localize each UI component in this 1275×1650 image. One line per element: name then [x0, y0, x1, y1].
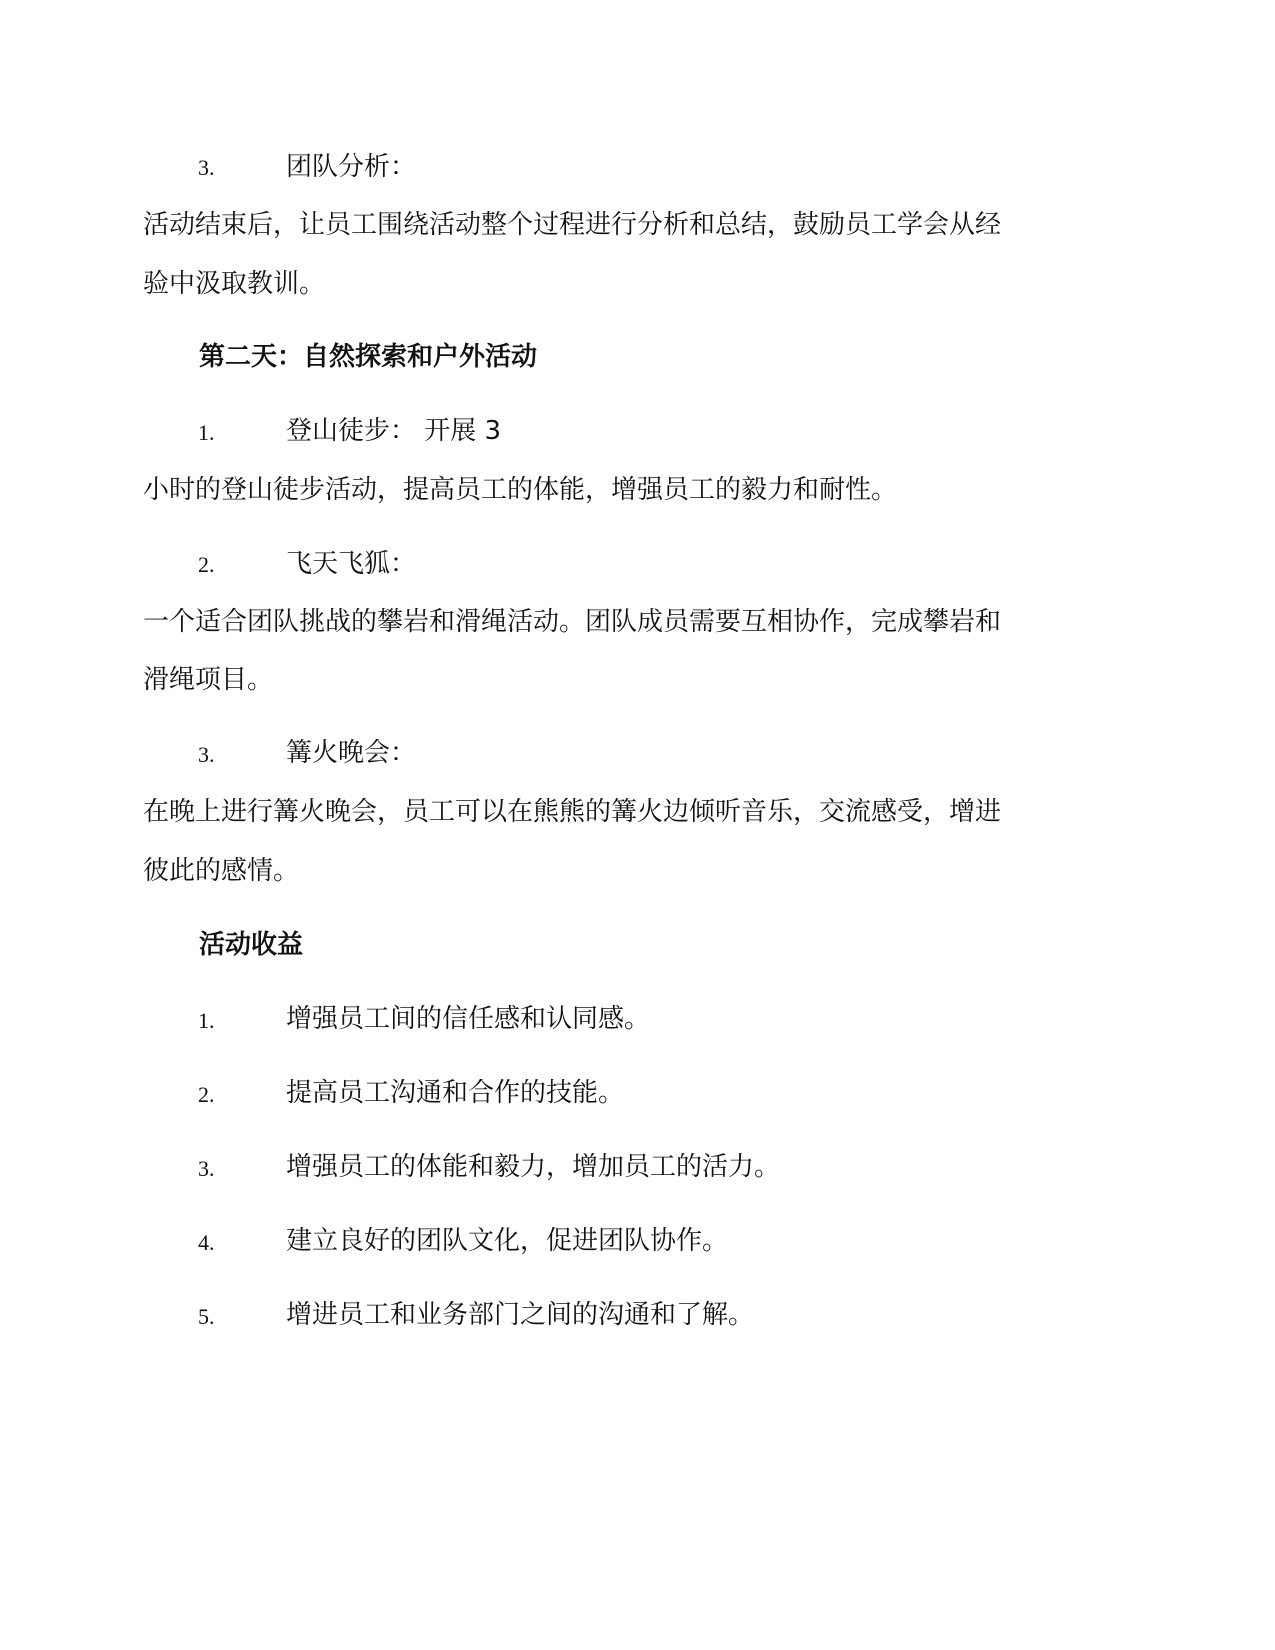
paragraph-line: 一个适合团队挑战的攀岩和滑绳活动。团队成员需要互相协作，完成攀岩和: [143, 607, 1002, 637]
list-item: 增强员工的体能和毅力，增加员工的活力。: [286, 1152, 781, 1182]
list-item: 提高员工沟通和合作的技能。: [286, 1078, 625, 1108]
list-number: 3.: [198, 1156, 215, 1181]
paragraph-line: 小时的登山徒步活动，提高员工的体能，增强员工的毅力和耐性。: [143, 475, 898, 505]
list-item: 增强员工间的信任感和认同感。: [286, 1004, 651, 1034]
list-number: 3.: [198, 742, 215, 767]
paragraph-line: 彼此的感情。: [143, 856, 300, 886]
list-item-label: 登山徒步： 开展 3: [286, 416, 502, 446]
paragraph-line: 验中汲取教训。: [143, 269, 326, 299]
list-item: 增进员工和业务部门之间的沟通和了解。: [286, 1300, 755, 1330]
list-item: 建立良好的团队文化，促进团队协作。: [286, 1226, 729, 1256]
paragraph-line: 活动结束后，让员工围绕活动整个过程进行分析和总结，鼓励员工学会从经: [143, 210, 1002, 240]
list-number: 3.: [198, 155, 215, 180]
list-number: 1.: [198, 420, 215, 445]
list-number: 4.: [198, 1230, 215, 1255]
paragraph-line: 滑绳项目。: [143, 665, 274, 695]
paragraph-line: 在晚上进行篝火晚会，员工可以在熊熊的篝火边倾听音乐，交流感受，增进: [143, 797, 1002, 827]
section-heading: 第二天：自然探索和户外活动: [199, 342, 538, 372]
list-number: 2.: [198, 1082, 215, 1107]
list-item-label: 篝火晚会：: [286, 738, 417, 768]
section-heading: 活动收益: [199, 930, 304, 960]
list-item-label: 团队分析：: [286, 152, 417, 182]
list-number: 5.: [198, 1304, 215, 1329]
list-number: 2.: [198, 552, 215, 577]
list-number: 1.: [198, 1008, 215, 1033]
list-item-label: 飞天飞狐：: [286, 549, 417, 579]
